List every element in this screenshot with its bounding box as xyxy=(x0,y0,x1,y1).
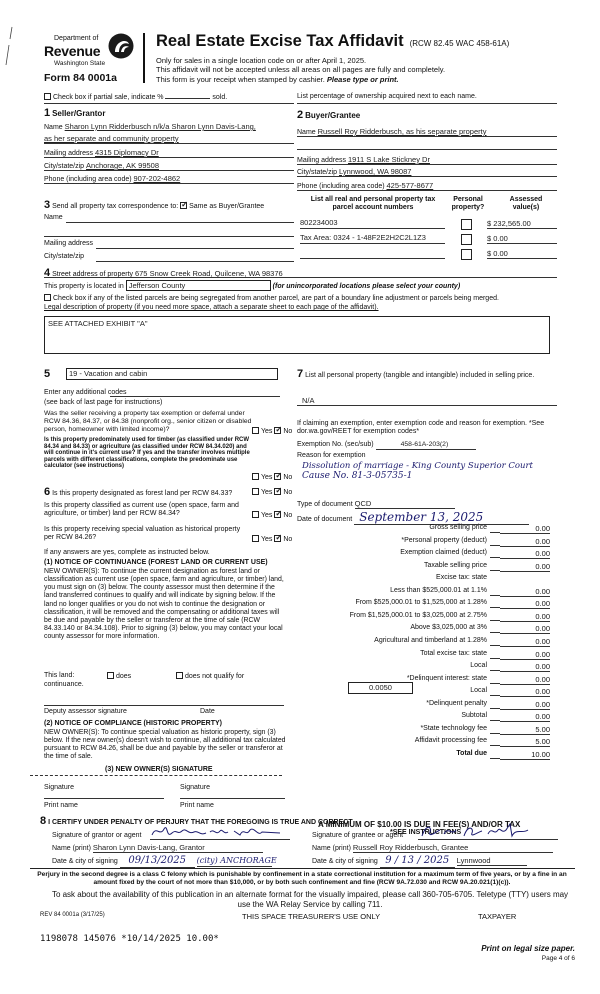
no-label: No xyxy=(283,474,293,481)
grantor-date-field[interactable]: 09/13/2025 xyxy=(120,855,195,868)
calc-row-leader xyxy=(490,658,500,659)
calc-row-value[interactable]: 0.00 xyxy=(500,537,550,547)
calc-row-label: Affidavit processing fee xyxy=(414,737,487,745)
grantor-signature-field[interactable] xyxy=(150,823,290,840)
revision-label: REV 84 0001a (3/17/25) xyxy=(40,912,105,918)
calc-row-leader xyxy=(490,645,500,646)
notice-continuance-body: NEW OWNER(S): To continue the current designation as forest land or classification as current use (open space, farm and agriculture, or timber) land, you must sign on (3) below. The county assessor must then determine if the land transferred continues to qualify and will indicate by signing below. If the land no longer qualifies or you do not wish to continue the designation or classification, it will be removed and the compensating or additional taxes will be due and payable by the seller or transferor at the time of sale (RCW 84.33.140 or 84.34.108). Prior to signing (3) below, you may contact your local county assessor for more information. xyxy=(44,568,284,641)
partial-sale-row xyxy=(44,93,227,102)
located-label: This property is located in xyxy=(44,283,124,290)
county-note: (for unincorporated locations please select your county) xyxy=(272,283,461,290)
segregated-label: Check box if any of the listed parcels are being segregated from another parcel, are part of a boundary line adjustment or parcels being merged. xyxy=(53,295,499,302)
current-use-yes-checkbox[interactable] xyxy=(252,511,259,518)
yes-label: Yes xyxy=(261,428,273,435)
legal-description-label: Legal description of property (if you need more space, attach a separate sheet to each page of the affidavit). xyxy=(44,304,379,311)
grantor-date-label: Date & city of signing xyxy=(52,858,118,865)
section3-mailing-label: Mailing address xyxy=(44,240,94,247)
seller-phone-label: Phone (including area code) xyxy=(44,176,132,183)
calc-row-label: Above $3,025,000 at 3% xyxy=(410,624,487,632)
rule xyxy=(297,190,557,191)
parcel-row xyxy=(300,218,445,229)
q1-no-checkbox[interactable] xyxy=(274,427,281,434)
q2-no-checkbox[interactable] xyxy=(274,473,281,480)
q4-yes-no xyxy=(252,511,292,520)
no-label: No xyxy=(283,512,293,519)
rule xyxy=(297,405,557,406)
calc-row-label: Exemption claimed (deduct) xyxy=(400,549,487,557)
certify-statement: I CERTIFY UNDER PENALTY OF PERJURY THAT THE FOREGOING IS TRUE AND CORRECT xyxy=(48,819,353,826)
rule xyxy=(44,183,294,184)
notice-3a: This form is your receipt when stamped by cashier. xyxy=(156,74,325,84)
calc-row-leader xyxy=(490,545,500,546)
calc-row-label: From $525,000.01 to $1,525,000 at 1.28% xyxy=(355,599,487,607)
notice-3b: Please type or print. xyxy=(326,74,399,84)
section3-city-label: City/state/zip xyxy=(44,253,85,260)
q2-yes-no xyxy=(252,473,292,482)
new-owner-signature-label: Signature xyxy=(180,784,210,791)
grantor-date-row xyxy=(52,855,277,868)
buyer-phone-label: Phone (including area code) xyxy=(297,183,385,190)
cashier-stamp: 1198078 145076 *10/14/2025 10.00* xyxy=(40,934,219,944)
exemption-intro: If claiming an exemption, enter exemption code and reason for exemption. *See dor.wa.gov/REET for exemption codes* xyxy=(297,420,545,436)
deputy-signature-label: Deputy assessor signature xyxy=(44,708,127,715)
dept-name: Revenue xyxy=(44,43,101,60)
see-instructions: *SEE INSTRUCTIONS xyxy=(390,829,462,836)
page-number: Page 4 of 6 xyxy=(541,955,575,962)
section-5-number: 5 xyxy=(44,368,51,380)
rule xyxy=(44,236,294,237)
calc-row-value[interactable]: 0.00 xyxy=(500,662,550,672)
rule xyxy=(44,277,557,278)
continuance-label: continuance. xyxy=(44,681,84,688)
calc-row-label: Local xyxy=(470,662,487,670)
new-owner-signature-label: Signature xyxy=(44,784,74,791)
grantor-sig-label: Signature of grantor or agent xyxy=(52,832,142,839)
partial-sale-checkbox[interactable] xyxy=(44,93,51,100)
rule xyxy=(297,149,557,150)
seller-city-label: City/state/zip xyxy=(44,163,85,170)
new-owner-print-line[interactable] xyxy=(44,798,164,799)
seller-name-field[interactable]: Sharon Lynn Ridderbusch n/k/a Sharon Lynn Davis-Lang, xyxy=(64,122,256,131)
rule xyxy=(44,143,294,144)
pen-mark xyxy=(2,25,20,85)
notice-continuance-title: (1) NOTICE OF CONTINUANCE (FOREST LAND OR CURRENT USE) xyxy=(44,559,268,566)
doc-type-label: Type of document xyxy=(297,501,353,508)
calc-row-value[interactable]: 10.00 xyxy=(500,750,550,760)
section7-heading xyxy=(297,368,557,381)
forest-yes-checkbox[interactable] xyxy=(252,488,259,495)
parcel-row xyxy=(300,248,445,259)
grantee-city-field[interactable]: Lynnwood xyxy=(457,856,527,866)
calc-row-leader xyxy=(490,695,500,696)
parcel-number-field[interactable] xyxy=(300,248,445,259)
partial-sold-label: sold. xyxy=(212,94,228,101)
section-7-number: 7 xyxy=(297,368,304,380)
section3-mailing-field[interactable] xyxy=(96,248,294,249)
calc-row-value[interactable]: 0.00 xyxy=(500,624,550,634)
grantee-sig-label: Signature of grantee or agent xyxy=(312,832,404,839)
yes-label: Yes xyxy=(261,474,273,481)
buyer-title: Buyer/Grantee xyxy=(305,111,361,120)
assessed-value-field[interactable]: $ 232,565.00 xyxy=(487,219,557,229)
additional-codes-note: (see back of last page for instructions) xyxy=(44,399,163,406)
grantee-signature-icon xyxy=(418,822,558,840)
if-yes-note: If any answers are yes, complete as instructed below. xyxy=(44,549,210,556)
seller-heading xyxy=(44,107,105,120)
seller-mailing-label: Mailing address xyxy=(44,150,94,157)
buyer-heading xyxy=(297,109,360,122)
calc-row-leader xyxy=(490,620,500,621)
calc-row-value[interactable]: 0.00 xyxy=(500,675,550,685)
section5-row xyxy=(44,368,50,381)
legal-description-text: SEE ATTACHED EXHIBIT "A" xyxy=(48,319,148,328)
timber-question: Is this property predominately used for timber (as classified under RCW 84.34 and 84.33) or agriculture (as classified under RCW 84.34.020) and will continue in it's current use? If yes and the transfer involves multiple parcels with different classifications, complete the predominate use calculator (see instructions) xyxy=(44,437,250,470)
doc-date-label: Date of document xyxy=(297,516,353,523)
deputy-date-label: Date xyxy=(200,708,215,715)
revenue-logo-icon xyxy=(107,32,135,60)
no-label: No xyxy=(283,489,293,496)
seller-city-field[interactable]: Anchorage, AK 99508 xyxy=(86,161,160,170)
calc-row-leader xyxy=(490,607,500,608)
seller-name-label: Name xyxy=(44,124,63,131)
calc-row-value[interactable]: 0.00 xyxy=(500,524,550,534)
calc-row-leader xyxy=(490,733,500,734)
notice-1: Only for sales in a single location code on or after April 1, 2025. xyxy=(156,56,367,65)
buyer-city-label: City/state/zip xyxy=(297,169,338,176)
calc-row-label: Total excise tax: state xyxy=(420,649,487,657)
street-address-field[interactable]: 675 Snow Creek Road, Quilcene, WA 98376 xyxy=(134,269,283,278)
section-6-number: 6 xyxy=(44,486,51,498)
seller-name-line2[interactable]: as her separate and community property xyxy=(44,134,179,143)
taxpayer-label: TAXPAYER xyxy=(478,912,517,921)
county-select[interactable]: Jefferson County xyxy=(126,280,271,291)
same-as-buyer-checkbox[interactable] xyxy=(180,202,187,209)
calc-row-value[interactable]: 0.00 xyxy=(500,562,550,572)
calc-row-label: *Delinquent penalty xyxy=(426,699,487,707)
yes-label: Yes xyxy=(261,512,273,519)
calc-row-label: *Delinquent interest: state xyxy=(406,674,487,682)
yes-label: Yes xyxy=(261,489,273,496)
street-address-label: Street address of property xyxy=(52,271,134,278)
q1-yes-no xyxy=(252,427,292,436)
header-divider xyxy=(143,33,145,83)
does-checkbox[interactable] xyxy=(107,672,114,679)
partial-sale-label: Check box if partial sale, indicate % xyxy=(53,94,164,101)
calc-row-label: *Personal property (deduct) xyxy=(401,536,487,544)
grantee-name-label: Name (print) xyxy=(312,845,351,852)
county-row xyxy=(44,280,460,291)
calc-row-value[interactable]: 0.00 xyxy=(500,587,550,597)
segregated-row xyxy=(44,294,499,303)
doc-date-field[interactable]: September 13, 2025 xyxy=(354,510,529,525)
ownership-note: List percentage of ownership acquired next to each name. xyxy=(297,93,477,100)
assessed-value-header: Assessed value(s) xyxy=(509,196,543,212)
q2-yes-checkbox[interactable] xyxy=(252,473,259,480)
grantee-name-row xyxy=(312,843,553,853)
calc-row-label: Agricultural and timberland at 1.28% xyxy=(374,636,487,644)
new-owner-signature-title: (3) NEW OWNER(S) SIGNATURE xyxy=(105,766,213,773)
current-use-question: Is this property classified as current use (open space, farm and agriculture, or timber) land per RCW 84.34? xyxy=(44,502,239,518)
section3-name-label: Name xyxy=(44,214,63,221)
section-4-number: 4 xyxy=(44,267,51,279)
legal-description-field[interactable] xyxy=(44,316,550,354)
assessed-value-field[interactable]: $ 0.00 xyxy=(487,234,557,244)
calc-row-leader xyxy=(490,557,500,558)
doc-type-field[interactable]: QCD xyxy=(355,499,455,509)
calc-row-leader xyxy=(490,532,500,533)
personal-property-checkbox[interactable] xyxy=(461,249,472,260)
rule xyxy=(44,157,294,158)
form-rcw: (RCW 82.45 WAC 458-61A) xyxy=(409,39,510,48)
grantor-name-label: Name (print) xyxy=(52,845,91,852)
calc-row-value[interactable]: 0.00 xyxy=(500,612,550,622)
calc-row-label: Total due xyxy=(456,749,487,757)
historic-no-checkbox[interactable] xyxy=(274,535,281,542)
rule xyxy=(297,164,557,165)
form-title-block xyxy=(156,32,596,52)
calc-row-leader xyxy=(490,632,500,633)
section-1-number: 1 xyxy=(44,107,51,119)
section3-city-field[interactable] xyxy=(96,261,294,262)
calc-row-leader xyxy=(490,720,500,721)
perjury-notice: Perjury in the second degree is a class C felony which is punishable by confinement in a state correctional institution for a maximum term of five years, or by a fine in an amount fixed by the court of not more than $10,000, or by both such confinement and fine (RCW 9A.72.030 and RCW 9A.20.021(1)(c)). xyxy=(37,871,567,886)
calc-row-value[interactable]: 0.00 xyxy=(500,700,550,710)
q3-yes-no xyxy=(252,488,292,497)
section3-row xyxy=(44,199,264,212)
calc-row-leader xyxy=(490,683,500,684)
rule xyxy=(44,170,294,171)
grantor-city-field[interactable]: (city) ANCHORAGE xyxy=(196,856,277,865)
calc-row-value[interactable]: 0.00 xyxy=(500,687,550,697)
calc-row-label: Gross selling price xyxy=(429,524,487,531)
buyer-mailing-label: Mailing address xyxy=(297,157,347,164)
section6-q1 xyxy=(44,486,254,499)
buyer-phone-field[interactable]: 425-577-8677 xyxy=(386,181,434,190)
notice-compliance-title: (2) NOTICE OF COMPLIANCE (HISTORIC PROPERTY) xyxy=(44,720,222,727)
buyer-name-label: Name xyxy=(297,129,316,136)
does-label: does xyxy=(116,673,132,680)
personal-property-field[interactable]: N/A xyxy=(302,396,315,405)
calc-row-label: *State technology fee xyxy=(420,724,487,732)
calc-row-value[interactable]: 0.00 xyxy=(500,599,550,609)
forest-land-question: Is this property designated as forest land per RCW 84.33? xyxy=(52,490,233,497)
section3-name-field[interactable] xyxy=(66,222,294,223)
grantee-name-field[interactable]: Russell Roy Ridderbusch, Grantee xyxy=(353,843,553,853)
accessibility-notice: To ask about the availability of this publication in an alternate format for the visually impaired, please call 360-705-6705. Teletype (TTY) users may use the WA Relay Service by calling 711. xyxy=(51,890,569,909)
buyer-mailing-field[interactable]: 1911 S Lake Stickney Dr xyxy=(347,155,430,164)
section-8-number: 8 xyxy=(40,815,47,827)
personal-property-title: List all personal property (tangible and intangible) included in selling price. xyxy=(305,372,535,379)
current-use-no-checkbox[interactable] xyxy=(274,511,281,518)
calc-row-value[interactable]: 0.00 xyxy=(500,549,550,559)
does-not-option xyxy=(176,672,244,681)
form-title: Real Estate Excise Tax Affidavit xyxy=(156,32,404,50)
reason-field[interactable] xyxy=(302,461,533,482)
calc-row-leader xyxy=(490,758,500,759)
reason-label: Reason for exemption xyxy=(297,452,366,459)
partial-percent-field[interactable] xyxy=(165,98,210,99)
dept-state: Washington State xyxy=(54,60,106,68)
rule xyxy=(30,775,282,776)
print-name-label: Print name xyxy=(44,802,78,809)
historic-question: Is this property receiving special valuation as historical property per RCW 84.26? xyxy=(44,526,241,542)
header-notices xyxy=(156,56,445,84)
does-option xyxy=(107,672,131,681)
parcels-col-header: List all real and personal property tax parcel account numbers xyxy=(310,196,436,212)
grantee-date-label: Date & city of signing xyxy=(312,858,378,865)
calc-row-leader xyxy=(490,570,500,571)
buyer-city-field[interactable]: Lynnwood, WA 98087 xyxy=(339,167,412,176)
calc-row-label: Excise tax: state xyxy=(436,574,487,582)
calc-row-leader xyxy=(490,595,500,596)
calc-row-leader xyxy=(490,708,500,709)
dept-line1: Department of xyxy=(54,35,99,42)
calc-row-leader xyxy=(490,670,500,671)
same-as-buyer-label: Same as Buyer/Grantee xyxy=(189,203,265,210)
footer-divider xyxy=(30,868,575,869)
reason-line-1: Dissolution of marriage - King County Superior Court xyxy=(302,461,533,471)
grantor-sig-row xyxy=(52,832,142,840)
grantor-name-row xyxy=(52,843,263,853)
historic-yes-checkbox[interactable] xyxy=(252,535,259,542)
calc-row-value[interactable]: 0.00 xyxy=(500,637,550,647)
q1-yes-checkbox[interactable] xyxy=(252,427,259,434)
seller-phone-field[interactable]: 907-202-4862 xyxy=(133,174,181,183)
calc-row-label: Taxable selling price xyxy=(423,561,487,569)
notice-2: This affidavit will not be accepted unless all areas on all pages are fully and completely. xyxy=(156,65,446,75)
minimum-due-note: A MINIMUM OF $10.00 IS DUE IN FEE(S) AND/OR TAX xyxy=(318,820,521,829)
calc-row-value[interactable]: 5.00 xyxy=(500,725,550,735)
parcel-row xyxy=(300,233,445,244)
this-land-label: This land: xyxy=(44,672,75,679)
doc-type-row xyxy=(297,499,455,509)
assessed-value-field[interactable]: $ 0.00 xyxy=(487,249,557,259)
new-owner-print-line[interactable] xyxy=(180,798,285,799)
calc-row-value[interactable]: 5.00 xyxy=(500,737,550,747)
local-rate-field[interactable]: 0.0050 xyxy=(348,682,413,694)
calc-row-leader xyxy=(490,745,500,746)
section3-text: Send all property tax correspondence to: xyxy=(52,203,179,210)
personal-property-header: Personal property? xyxy=(451,196,485,212)
forest-no-checkbox[interactable] xyxy=(274,488,281,495)
print-name-label: Print name xyxy=(180,802,214,809)
rule xyxy=(297,176,557,177)
grantor-signature-icon xyxy=(150,823,290,840)
treasurer-label: THIS SPACE TREASURER'S USE ONLY xyxy=(242,912,381,921)
use-code-select[interactable]: 19 - Vacation and cabin xyxy=(66,368,278,380)
does-not-label: does not qualify for xyxy=(185,673,245,680)
section-2-number: 2 xyxy=(297,109,304,121)
calc-row-value[interactable]: 0.00 xyxy=(500,712,550,722)
seller-name-row xyxy=(44,122,294,132)
seller-title: Seller/Grantor xyxy=(52,109,106,118)
yes-label: Yes xyxy=(261,536,273,543)
personal-property-checkbox[interactable] xyxy=(461,234,472,245)
personal-property-checkbox[interactable] xyxy=(461,219,472,230)
reason-line-2: Cause No. 81-3-05735-1 xyxy=(302,471,413,482)
divider xyxy=(297,103,557,104)
does-not-checkbox[interactable] xyxy=(176,672,183,679)
section-3-number: 3 xyxy=(44,199,51,211)
seller-mailing-field[interactable]: 4315 Diplomacy Dr xyxy=(94,148,159,157)
notice-compliance-body: NEW OWNER(S): To continue special valuation as historic property, sign (3) below. If the new owner(s) doesn't wish to continue, all additional tax calculated pursuant to RCW 84.26, shall be due and payable by the seller or transferor at the time of sale. xyxy=(44,729,286,761)
no-label: No xyxy=(283,428,293,435)
divider xyxy=(44,103,294,104)
exemption-question: Was the seller receiving a property tax exemption or deferral under RCW 84.36, 84.37, or 84.38 (nonprofit org., senior citizen or disabled person, homeowner with limited income)? xyxy=(44,410,252,433)
calc-row-label: From $1,525,000.01 to $3,025,000 at 2.75% xyxy=(349,611,487,619)
grantee-date-field[interactable]: 9 / 13 / 2025 xyxy=(380,855,455,868)
calc-row-value[interactable]: 0.00 xyxy=(500,650,550,660)
no-label: No xyxy=(283,536,293,543)
deputy-signature-line[interactable] xyxy=(44,705,284,706)
calc-row-label: Less than $525,000.01 at 1.1% xyxy=(390,586,487,594)
segregated-checkbox[interactable] xyxy=(44,294,51,301)
calc-row-label: Subtotal xyxy=(461,712,487,720)
additional-codes-label: Enter any additional codes xyxy=(44,389,127,396)
exemption-no-label: Exemption No. (sec/sub) xyxy=(297,441,374,448)
q5-yes-no xyxy=(252,535,292,544)
grantee-date-row xyxy=(312,855,527,868)
exemption-no-row xyxy=(297,441,476,450)
exemption-no-field[interactable]: 458-61A-203(2) xyxy=(376,441,476,450)
rule xyxy=(297,136,557,137)
form-number: Form 84 0001a xyxy=(44,71,117,84)
calc-row-label: Local xyxy=(470,687,487,695)
grantee-signature-field[interactable] xyxy=(418,822,558,840)
buyer-name-field[interactable]: Russell Roy Ridderbusch, as his separate property xyxy=(317,127,487,136)
additional-codes-field[interactable] xyxy=(110,396,280,397)
parcel-number-field[interactable]: Tax Area: 0324 - 1-48F2E2H2C2L1Z3 xyxy=(300,233,445,244)
grantor-name-field[interactable]: Sharon Lynn Davis-Lang, Grantor xyxy=(93,843,263,853)
section4-street-row xyxy=(44,267,283,280)
parcel-number-field[interactable]: 802234003 xyxy=(300,218,445,229)
legal-paper-note: Print on legal size paper. xyxy=(481,944,575,953)
